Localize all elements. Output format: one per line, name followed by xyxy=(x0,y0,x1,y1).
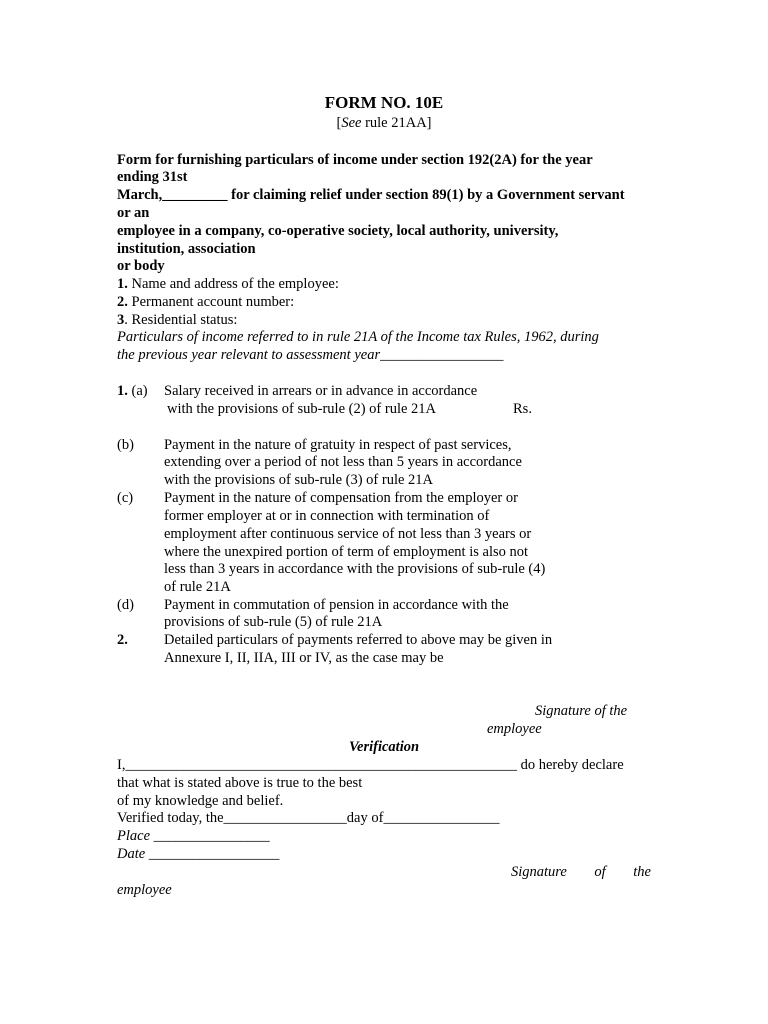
item-b-text-1: Payment in the nature of gratuity in respect of past services, xyxy=(164,437,512,453)
item-c-text-2: former employer at or in connection with termination of xyxy=(164,508,490,524)
item-2-number: 2. xyxy=(117,632,128,648)
intro-line-2: ending 31st xyxy=(117,169,188,185)
signature-label-2 xyxy=(511,863,651,881)
place-line xyxy=(117,827,270,845)
date-blank: __________________ xyxy=(145,846,280,862)
field-number: 1. xyxy=(117,276,128,292)
true-statement-line-2: of my knowledge and belief. xyxy=(117,793,284,809)
item-2-text-1: Detailed particulars of payments referred to above may be given in xyxy=(164,632,553,648)
place-label: Place xyxy=(117,828,151,844)
particulars-line-2: the previous year relevant to assessment year_________________ xyxy=(117,347,504,363)
item-b-text-3: with the provisions of sub-rule (3) of rule 21A xyxy=(164,472,434,488)
true-statement-line-1: that what is stated above is true to the best xyxy=(117,775,363,791)
field-number: 3 xyxy=(117,312,125,328)
place-blank: ________________ xyxy=(150,828,270,844)
form-subtitle xyxy=(0,114,768,132)
item-d-text-2: provisions of sub-rule (5) of rule 21A xyxy=(164,614,383,630)
intro-line-5: employee in a company, co-operative society, local authority, university, xyxy=(117,223,559,239)
field-pan xyxy=(117,293,294,311)
intro-line-7: or body xyxy=(117,258,165,274)
item-a-letter: (a) xyxy=(127,383,148,399)
signature-label-1: Signature of the xyxy=(535,703,628,719)
subtitle-open-bracket: [ xyxy=(336,115,342,131)
intro-line-1: Form for furnishing particulars of income under section 192(2A) for the year xyxy=(117,152,593,168)
field-label: . Residential status: xyxy=(124,312,238,328)
item-a-text-2: with the provisions of sub-rule (2) of rule 21A xyxy=(167,401,437,417)
item-d-text-1: Payment in commutation of pension in accordance with the xyxy=(164,597,509,613)
intro-line-6: institution, association xyxy=(117,241,256,257)
particulars-line-1: Particulars of income referred to in rule 21A of the Income tax Rules, 1962, during xyxy=(117,329,599,345)
verified-date-line: Verified today, the_________________day of________________ xyxy=(117,810,500,826)
form-title: FORM NO. 10E xyxy=(324,93,444,112)
item-c-text-6: of rule 21A xyxy=(164,579,231,595)
declaration-line: I,______________________________________________________ do hereby declare xyxy=(117,757,624,773)
intro-line-4: or an xyxy=(117,205,150,221)
item-d-label: (d) xyxy=(117,597,134,613)
date-line xyxy=(117,845,279,863)
item-c-text-4: where the unexpired portion of term of employment is also not xyxy=(164,544,529,560)
item-b-label: (b) xyxy=(117,437,134,453)
signature-word: Signature xyxy=(511,864,567,880)
item-a-label xyxy=(117,382,148,400)
item-c-text-1: Payment in the nature of compensation from the employer or xyxy=(164,490,518,506)
item-c-label: (c) xyxy=(117,490,134,506)
field-name-address xyxy=(117,275,339,293)
field-label: Permanent account number: xyxy=(127,294,295,310)
subtitle-rule: rule 21AA] xyxy=(361,115,432,131)
item-a-text-1: Salary received in arrears or in advance in accordance xyxy=(164,383,478,399)
field-label: Name and address of the employee: xyxy=(127,276,339,292)
item-b-text-2: extending over a period of not less than 5 years in accordance xyxy=(164,454,522,470)
signature-employee-1: employee xyxy=(487,721,542,737)
subtitle-see: See xyxy=(341,115,362,131)
signature-word: the xyxy=(633,864,651,880)
intro-line-3: March,_________ for claiming relief under section 89(1) by a Government servant xyxy=(117,187,625,203)
verification-heading: Verification xyxy=(348,739,420,755)
signature-employee-2: employee xyxy=(117,882,172,898)
item-2-text-2: Annexure I, II, IIA, III or IV, as the case may be xyxy=(164,650,444,666)
field-residential-status xyxy=(117,311,237,329)
item-1-number: 1. xyxy=(117,383,128,399)
signature-word: of xyxy=(594,864,606,880)
date-label: Date xyxy=(117,846,146,862)
item-c-text-5: less than 3 years in accordance with the provisions of sub-rule (4) xyxy=(164,561,546,577)
item-c-text-3: employment after continuous service of not less than 3 years or xyxy=(164,526,532,542)
field-number: 2. xyxy=(117,294,128,310)
rupees-label: Rs. xyxy=(513,401,532,417)
